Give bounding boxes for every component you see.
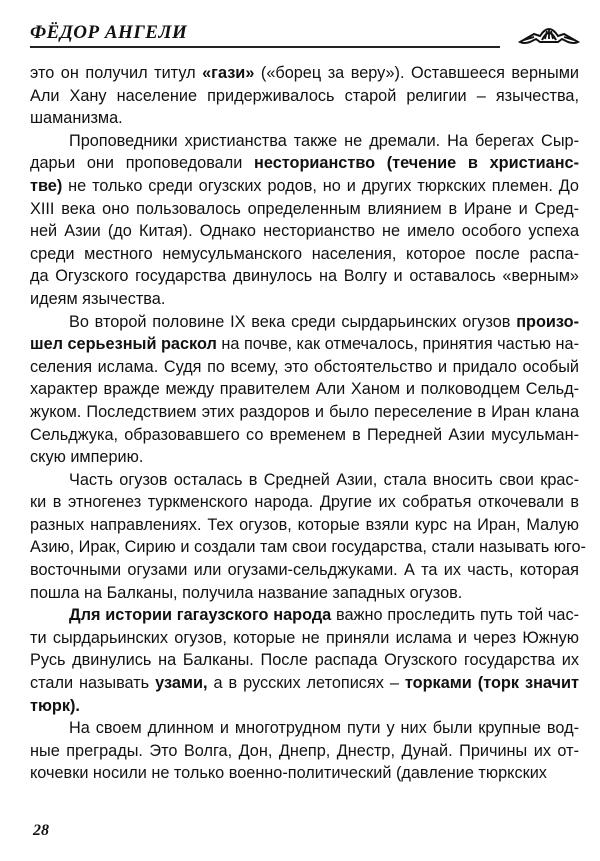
text-run: селения ислама. Судя по всему, это обстоятельство и придало особый (30, 357, 579, 376)
bold-text: тве) (30, 176, 63, 195)
text-run: пошла на Балканы, получила название западных огузов. (30, 583, 463, 602)
text-line (30, 762, 579, 785)
text-run: кочевки носили не только военно-политический (давление тюркских (30, 764, 547, 783)
author-name: ФЁДОР АНГЕЛИ (30, 22, 188, 43)
text-line (30, 152, 579, 175)
paragraph (30, 717, 579, 785)
text-run: Русь двинулись на Балканы. После распада Огузского государства их (30, 651, 579, 670)
bold-text: произо- (516, 312, 579, 331)
text-run: ней Азии (до Китая). Однако несторианство не имело особого успеха (30, 222, 579, 241)
text-run: стали называть (30, 674, 156, 693)
text-line (30, 85, 579, 108)
text-run: характер вражде между правителем Али Ханом и полководцем Сельд- (30, 380, 579, 399)
text-line (30, 220, 579, 243)
text-run: а в русских летописях – (207, 674, 405, 693)
text-run: Проповедники христианства также не дремали. На берегах Сыр- (69, 131, 579, 150)
text-run: шаманизма. (30, 109, 123, 128)
text-run: идеям язычества. (30, 289, 166, 308)
text-line (30, 356, 579, 379)
text-line (30, 717, 579, 740)
text-run: ки в этногенез туркменского народа. Другие их собратья откочевали в (30, 493, 579, 512)
text-run: разных направлениях. Тех огузов, которые взяли курс на Иран, Малую (30, 515, 579, 534)
text-run: не только среди огузских родов, но и других тюркских племен. До (62, 176, 579, 195)
text-run: это он получил титул (30, 64, 203, 82)
text-line (30, 288, 579, 311)
text-line (30, 446, 579, 469)
text-run: ти сырдарьинских огузов, которые не приняли ислама и через Южную (30, 628, 579, 647)
text-line (30, 311, 579, 334)
text-run: ные преграды. Это Волга, Дон, Днепр, Днестр, Дунай. Причины их от- (30, 741, 579, 760)
bold-text: Для истории гагаузского народа (69, 606, 332, 625)
text-line (30, 243, 579, 266)
running-header (30, 22, 500, 48)
text-line (30, 695, 579, 718)
text-line (30, 740, 579, 763)
text-line (30, 62, 579, 85)
text-run: восточными огузами или огузами-сельджуками. А та их часть, которая (30, 561, 579, 580)
text-run: среди местного немусульманского населения, которое после распа- (30, 244, 579, 263)
decorative-ornament-icon (518, 22, 580, 46)
bold-text: шел серьезный раскол (30, 335, 217, 354)
paragraph (30, 311, 579, 469)
bold-text: «гази» (202, 64, 255, 82)
bold-text: тюрк). (30, 696, 80, 715)
text-run: жуком. Последствием этих раздоров и было переселение в Иран клана (30, 402, 579, 421)
paragraph (30, 130, 579, 311)
text-run: Сельджука, образовавшего со временем в Передней Азии мусульман- (30, 425, 579, 444)
text-run: Азию, Ирак, Сирию и создали там свои государства, стали называть юго- (30, 538, 586, 557)
text-line (30, 514, 579, 537)
text-run: Во второй половине IX века среди сырдарьинских огузов (69, 312, 517, 331)
paragraph (30, 62, 579, 130)
text-run: дарьи они проповедовали (30, 154, 255, 173)
page-number: 28 (33, 822, 49, 839)
page-body (30, 62, 586, 785)
text-line (30, 627, 579, 650)
text-line (30, 175, 579, 198)
text-line (30, 265, 579, 288)
text-run: да Огузского государства двинулось на Волгу и оставалось «верным» (30, 267, 579, 286)
text-line (30, 198, 579, 221)
text-line (30, 559, 579, 582)
text-line (30, 649, 579, 672)
text-line (30, 672, 579, 695)
text-line (30, 582, 579, 605)
text-run: скую империю. (30, 448, 144, 467)
text-line (30, 536, 586, 559)
text-run: («борец за веру»). Оставшееся верными (254, 64, 579, 82)
text-run: важно проследить путь той час- (331, 606, 580, 625)
text-run: Часть огузов осталась в Средней Азии, стала вносить свои крас- (69, 470, 579, 489)
paragraph (30, 469, 586, 605)
paragraph (30, 604, 579, 717)
text-line (30, 604, 579, 627)
text-line (30, 491, 579, 514)
text-line (30, 107, 579, 130)
bold-text: несторианство (течение в христианс- (254, 154, 580, 173)
header-rule (30, 46, 500, 48)
text-run: Али Хану население придерживалось старой религии – язычества, (30, 86, 579, 105)
text-line (30, 333, 579, 356)
bold-text: торками (торк значит (404, 674, 579, 693)
text-run: на почве, как отмечалось, принятия частью на- (216, 335, 579, 354)
text-line (30, 424, 579, 447)
text-line (30, 469, 579, 492)
text-run: XIII века оно пользовалось определенным влиянием в Иране и Сред- (30, 199, 579, 218)
text-line (30, 401, 579, 424)
text-run: На своем длинном и многотрудном пути у них были крупные вод- (69, 719, 579, 738)
text-line (30, 130, 579, 153)
text-line (30, 378, 579, 401)
bold-text: узами, (155, 674, 208, 693)
